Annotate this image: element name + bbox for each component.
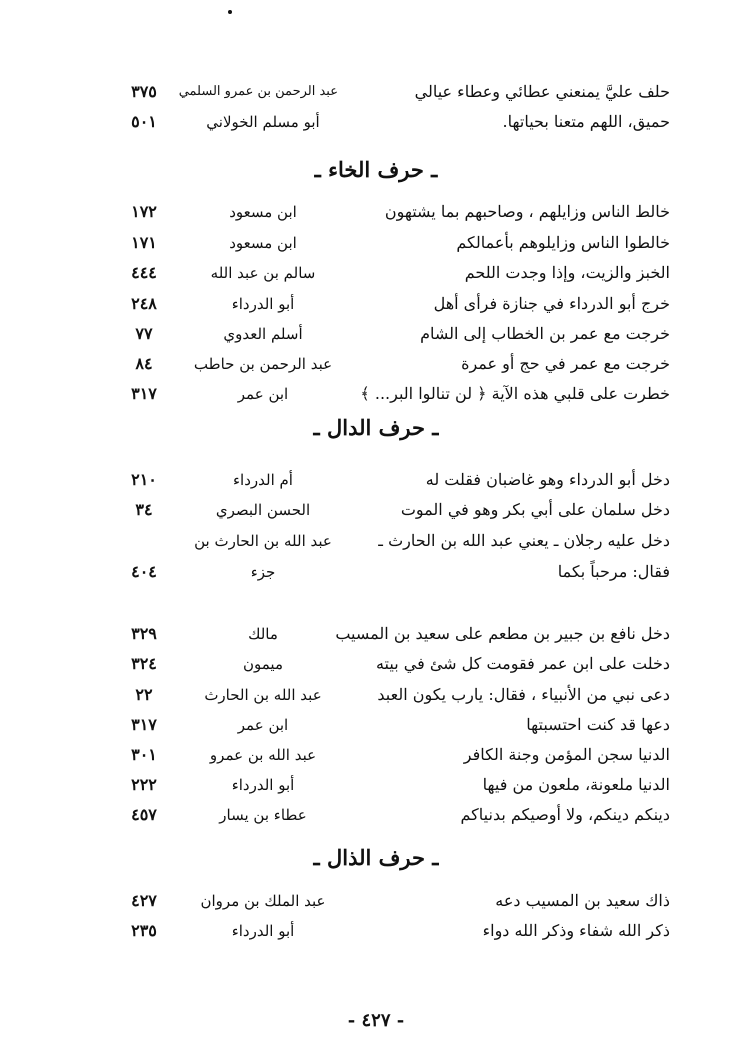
narrator: ابن مسعود xyxy=(229,234,297,252)
narrator: عطاء بن يسار xyxy=(219,806,307,824)
index-row xyxy=(0,350,752,378)
narrator: عبد الرحمن بن حاطب xyxy=(193,355,333,373)
section-heading-dhal: ـ حرف الذال ـ xyxy=(313,845,439,870)
page-ref: ٢٢ xyxy=(135,685,153,704)
index-row xyxy=(0,650,752,678)
narrator: ابن مسعود xyxy=(229,203,297,221)
narrator: عبد الرحمن بن عمرو السلمي xyxy=(178,84,338,99)
entry-text: ذاك سعيد بن المسيب دعه xyxy=(495,891,670,910)
page-ref: ٣٧٥ xyxy=(131,82,157,101)
entry-text: خرجت مع عمر بن الخطاب إلى الشام xyxy=(420,324,670,343)
entry-text: دخل نافع بن جبير بن مطعم على سعيد بن المسيب xyxy=(335,624,670,643)
entry-text: خطرت على قلبي هذه الآية ﴿ لن تنالوا البر... ﴾ xyxy=(360,384,670,403)
narrator: سالم بن عبد الله xyxy=(210,264,316,282)
entry-text: فقال: مرحباً بكما xyxy=(557,562,670,581)
entry-text: الدنيا سجن المؤمن وجنة الكافر xyxy=(463,745,670,764)
narrator: عبد الله بن الحارث xyxy=(204,686,322,704)
index-row xyxy=(0,320,752,348)
page-ref: ٤٥٧ xyxy=(131,805,157,824)
index-row xyxy=(0,108,752,136)
narrator: أبو الدرداء xyxy=(231,776,295,794)
index-row xyxy=(0,78,752,106)
narrator: مالك xyxy=(248,625,278,643)
index-row xyxy=(0,887,752,915)
entry-text: خرجت مع عمر في حج أو عمرة xyxy=(461,354,670,373)
entry-text: دخلت على ابن عمر فقومت كل شئ في بيته xyxy=(375,654,670,673)
narrator: عبد الملك بن مروان xyxy=(200,892,326,910)
page-ref: ١٧٢ xyxy=(131,202,157,221)
index-row xyxy=(0,198,752,226)
page-number: - ٤٢٧ - xyxy=(347,1010,405,1031)
page-ref: ٤٤٤ xyxy=(131,263,157,282)
index-row xyxy=(0,801,752,829)
section-heading-dal: ـ حرف الدال ـ xyxy=(313,415,439,440)
index-row xyxy=(0,558,752,586)
index-row xyxy=(0,917,752,945)
narrator: أبو الدرداء xyxy=(231,922,295,940)
page-ref: ٢٣٥ xyxy=(131,921,157,940)
entry-text: حلف عليَّ يمنعني عطائي وعطاء عيالي xyxy=(414,82,670,101)
page-ref: ٣٠١ xyxy=(131,745,157,764)
narrator: أسلم العدوي xyxy=(223,325,303,343)
page-ref: ٣١٧ xyxy=(131,715,157,734)
page-ref: ٤٠٤ xyxy=(131,562,157,581)
narrator: ميمون xyxy=(243,655,283,673)
page-ref: ٥٠١ xyxy=(131,112,157,131)
narrator: أبو مسلم الخولاني xyxy=(206,113,320,131)
entry-text: خالطوا الناس وزايلوهم بأعمالكم xyxy=(456,233,670,252)
narrator: الحسن البصري xyxy=(215,501,311,519)
narrator: أم الدرداء xyxy=(233,471,293,489)
page-ref: ٤٢٧ xyxy=(131,891,157,910)
entry-text: دخل عليه رجلان ـ يعني عبد الله بن الحارث ـ xyxy=(378,531,670,550)
index-row xyxy=(0,741,752,769)
page-ref: ٨٤ xyxy=(135,354,153,373)
section-heading-kha: ـ حرف الخاء ـ xyxy=(314,157,438,182)
index-row xyxy=(0,380,752,408)
narrator: ابن عمر xyxy=(237,716,289,734)
index-row xyxy=(0,290,752,318)
page-ref: ١٧١ xyxy=(131,233,157,252)
entry-text: دعى نبي من الأنبياء ، فقال: يارب يكون العبد xyxy=(377,685,670,704)
index-row xyxy=(0,620,752,648)
page-ref: ٢٤٨ xyxy=(131,294,157,313)
narrator: ابن عمر xyxy=(237,385,289,403)
index-row xyxy=(0,527,752,555)
narrator: جزء xyxy=(250,563,276,581)
page-ref: ٣٢٩ xyxy=(131,624,157,643)
entry-text: خالط الناس وزايلهم ، وصاحبهم بما يشتهون xyxy=(384,202,670,221)
index-row xyxy=(0,681,752,709)
page-ref: ٣٢٤ xyxy=(131,654,157,673)
narrator: أبو الدرداء xyxy=(231,295,295,313)
entry-text: الخبز والزيت، وإذا وجدت اللحم xyxy=(464,263,670,282)
entry-text: الدنيا ملعونة، ملعون من فيها xyxy=(482,775,670,794)
entry-text: ذكر الله شفاء وذكر الله دواء xyxy=(482,921,670,940)
entry-text: خرج أبو الدرداء في جنازة فرأى أهل xyxy=(433,294,670,313)
entry-text: دخل أبو الدرداء وهو غاضبان فقلت له xyxy=(425,470,670,489)
dot-mark xyxy=(228,10,232,14)
index-row xyxy=(0,771,752,799)
page-ref: ٧٧ xyxy=(135,324,153,343)
page-ref: ٢٢٢ xyxy=(131,775,157,794)
entry-text: دخل سلمان على أبي بكر وهو في الموت xyxy=(400,500,670,519)
narrator: عبد الله بن الحارث بن xyxy=(194,532,332,550)
page-ref: ٣١٧ xyxy=(131,384,157,403)
index-row xyxy=(0,259,752,287)
index-row xyxy=(0,229,752,257)
entry-text: دينكم دينكم، ولا أوصيكم بدنياكم xyxy=(460,805,670,824)
entry-text: حميق، اللهم متعنا بحياتها. xyxy=(502,112,670,131)
entry-text: دعها قد كنت احتسبتها xyxy=(526,715,670,734)
index-row xyxy=(0,496,752,524)
narrator: عبد الله بن عمرو xyxy=(209,746,317,764)
page-ref: ٢١٠ xyxy=(131,470,157,489)
index-row xyxy=(0,711,752,739)
page-ref: ٣٤ xyxy=(135,500,153,519)
index-row xyxy=(0,466,752,494)
